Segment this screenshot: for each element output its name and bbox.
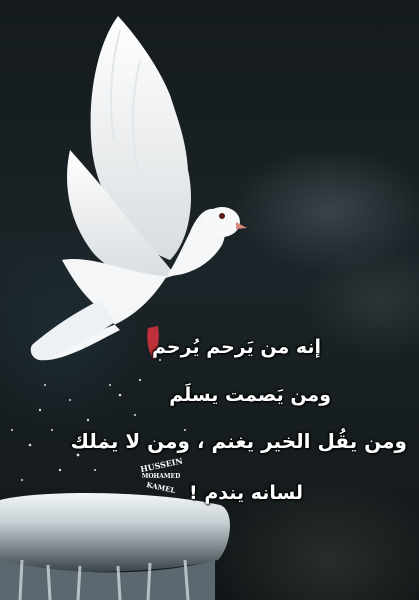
quote-line-2: ومن يَصمت يسلَم	[169, 384, 331, 406]
watermark-stamp	[139, 455, 184, 502]
dove-beak	[236, 222, 247, 229]
quote-line-3: ومن يقُل الخير يغنم ، ومن لا يملك	[70, 429, 407, 453]
dove-head	[204, 207, 240, 237]
quote-line-1: إنه من يَرحم يُرحم	[152, 336, 321, 358]
quote-line-4: لسانه يندم !	[189, 482, 303, 504]
watermark-line-2: MOHAMED	[141, 473, 181, 480]
dove-eye	[219, 213, 225, 219]
watermark-line-3: KAMEL	[145, 480, 177, 495]
watermark-line-1: HUSSEIN	[139, 455, 184, 475]
